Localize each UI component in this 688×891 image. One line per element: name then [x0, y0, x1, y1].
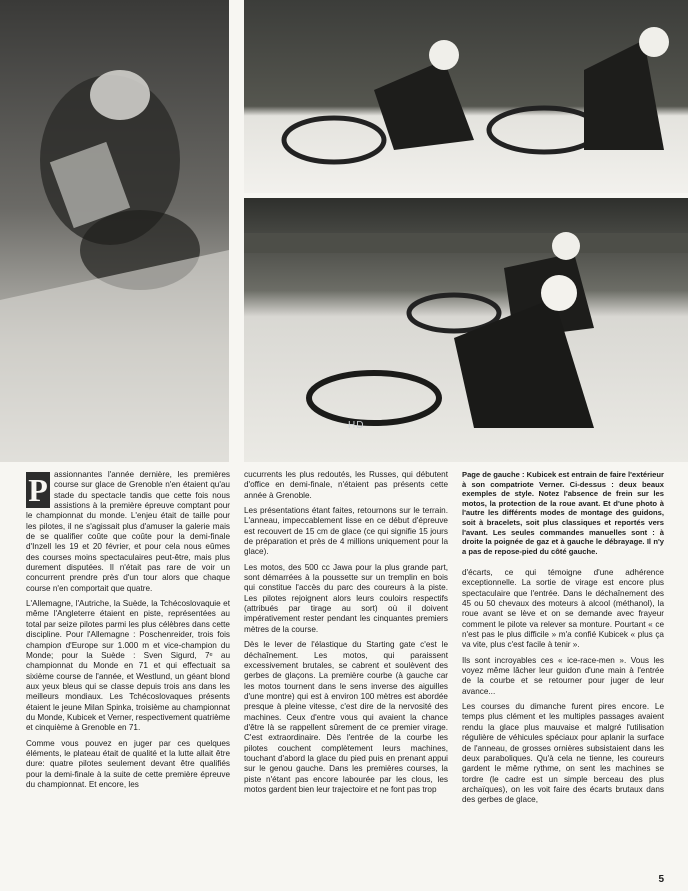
col3-paragraph-3: Les courses du dimanche furent pires encore. Le temps plus clément et les multiples passages avaient rendu la glace plus mauvaise et malgré l'utilisation régulière de véhicules spéciaux pour aplanir la surface de l'anneau, de grosses ornières subsistaient dans les deux paraboliques. Qu'à cela ne tienne, les coureurs gardent le même rythme, on sent les machines se tordre (le cadre est un simple berceau des plus archaïques), on les voit faire des écarts brutaux dans des gerbes de glace,	[462, 702, 664, 805]
article-column-2	[244, 470, 448, 800]
col2-paragraph-4: Dès le lever de l'élastique du Starting gate c'est le déchaînement. Les motos, qui paraissent excessivement brutales, se cabrent et soulèvent des gerbes de glaçons. La première courbe (à gauche car les motos tournent dans le sens inverse des aiguilles d'une montre) qui est à environ 100 mètres est abordée presque à pleine vitesse, c'est dire de la nervosité des machines. Ceux d'entre vous qui avaient la chance d'être là se rappellent sûrement de ce premier virage. C'est extraordinaire. Dès l'entrée de la courbe les pilotes couchent complètement leurs machines, touchant d'abord la glace du pied puis en prenant appui sur le genou gauche. Dans les premières courses, la piste n'étant pas encore labourée par les clous, les motos gardent bien leur trajectoire et ne font pas trop	[244, 640, 448, 794]
col2-paragraph-2: Les présentations étant faites, retournons sur le terrain. L'anneau, impeccablement lisse en ce début d'épreuve est recouvert de 15 cm de glace (ce qui signifie 15 jours de préparation et près de 4 millions uniquement pour la glace).	[244, 506, 448, 557]
col3-paragraph-2: Ils sont incroyables ces « ice-race-men ». Vous les voyez même lâcher leur guidon d'une main à l'entrée de la courbe et se retourner pour juger de leur avance...	[462, 655, 664, 696]
watermark: HD	[348, 420, 365, 431]
photo-rider-left	[0, 0, 229, 462]
col2-paragraph-1: cucurrents les plus redoutés, les Russes, qui débutent d'office en demi-finale, n'étaient pas présents cette année à Grenoble.	[244, 470, 448, 500]
article-column-3	[462, 568, 664, 811]
article-column-1	[26, 470, 230, 795]
photo-two-riders-top	[244, 0, 688, 193]
col3-paragraph-1: d'écarts, ce qui témoigne d'une adhérence exceptionnelle. La sortie de virage est encore plus spectaculaire que l'entrée. Dans le déchaînement des 45 ou 50 chevaux des moteurs à alcool (méthanol), la roue avant se lève et on se demande avec frayeur comment le pilote va relever sa monture. Pourtant « ce n'est pas le plus difficile » m'a confié Kubicek « plus ça va vite, plus c'est facile à tenir ».	[462, 568, 664, 650]
page-number: 5	[658, 874, 664, 885]
col1-paragraph-3: Comme vous pouvez en juger par ces quelques éléments, le plateau était de qualité et la lutte allait être dure: quatre pilotes seulement devant être qualifiés pour la demi-finale à la suite de cette première épreuve du championnat. Et encore, les	[26, 738, 230, 789]
photo-two-riders-bottom	[244, 198, 688, 462]
col1-paragraph-1: assionnantes l'année dernière, les premières course sur glace de Grenoble n'en étaient qu'au stade du spectacle tandis que cette fois nous assistions à la première épreuve comptant pour le championnat du monde. L'enjeu était de taille pour les pilotes, il ne s'agissait plus d'amuser la galerie mais de se qualifier coûte que coûte pour la demi-finale d'Inzell les 19 et 20 février, et pour cela nous eûmes des courses moins spectaculaires peut-être, mais plus durement disputées. Il n'était pas rare de voir un concurrent prendre près d'un tour alors que chaque course n'en comportait que quatre.	[26, 470, 230, 593]
photo-caption: Page de gauche : Kubicek est entrain de faire l'extérieur à son compatriote Verner. Ci-dessus : deux beaux exemples de style. Notez l'absence de frein sur les motos, la protection de la roue avant. Et d'une photo à l'autre les différents modes de montage des guidons, soit à bracelets, soit plus classiques et reportés vers l'avant. Les seules commandes manuelles sont : à droite la poignée de gaz et à gauche le débrayage. Il n'y a pas de repose-pied du côté gauche.	[462, 470, 664, 556]
col1-paragraph-2: L'Allemagne, l'Autriche, la Suède, la Tchécoslovaquie et même l'Angleterre étaient en piste, représentées au total par seize pilotes parmi les plus célèbres dans cette discipline. Pour l'Allemagne : Poschenreider, trois fois champion d'Europe sur 1.000 m et vice-champion du Monde; pour la Suède : Sven Sigurd, 7ᵉ au championnat du Monde en 71 et qui effectuait sa sixième course de l'année, et Westlund, un géant blond aux yeux bleus qui se classe depuis trois ans dans les meilleurs mondiaux. Les Tchécoslovaques présents étaient le jeune Milan Spinka, troisième au championnat du Monde, Kubicek et Verner, respectivement quatrième et cinquième à Grenoble en 71.	[26, 599, 230, 733]
col2-paragraph-3: Les motos, des 500 cc Jawa pour la plus grande part, sont démarrées à la poussette sur un tremplin en bois qui constitue l'accès du parc des coureurs à la piste. Les pilotes rejoignent alors leurs couloirs respectifs (attribués par tirage au sort) où il doivent impérativement rester pendant les cinquantes premiers mètres de la course.	[244, 562, 448, 634]
drop-cap: P	[26, 472, 50, 508]
